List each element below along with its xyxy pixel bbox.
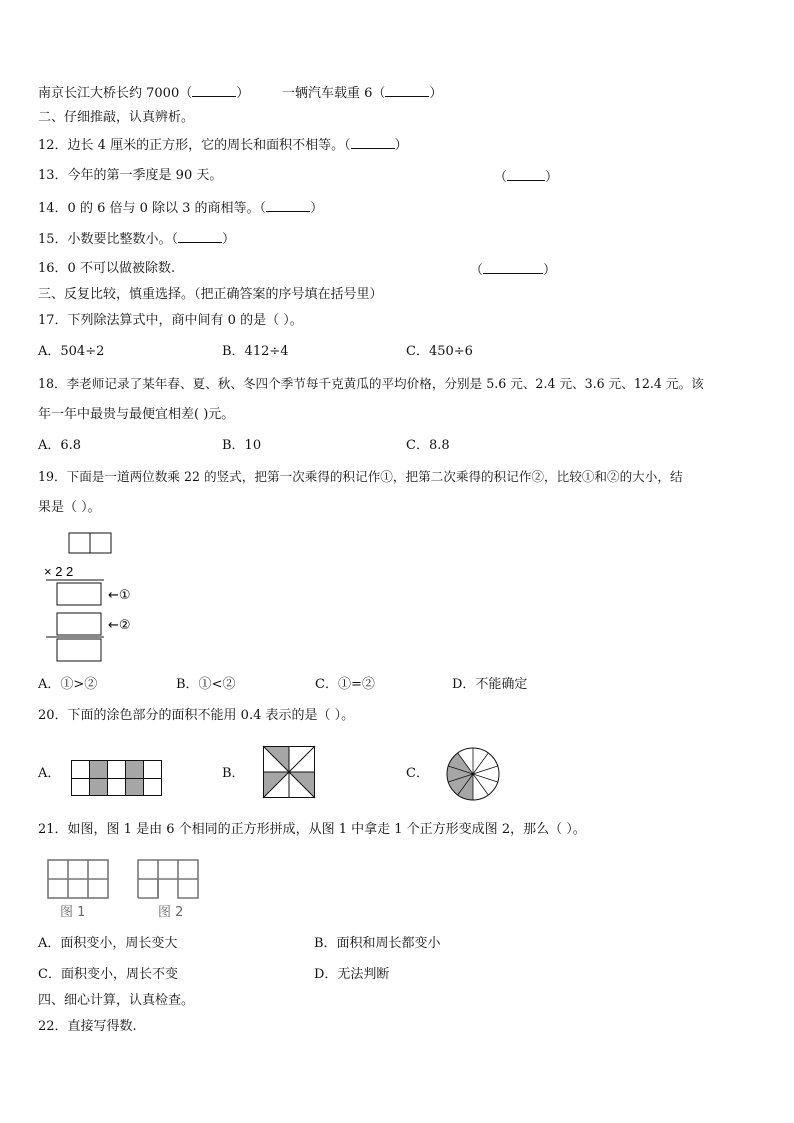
question-20: 20．下面的涂色部分的面积不能用 0.4 表示的是（ ）。 xyxy=(38,708,355,723)
grid-shading-figure xyxy=(71,760,163,798)
arrow-label-2: ←② xyxy=(108,618,131,633)
sector-divider xyxy=(473,774,498,782)
figure-1-label: 图 1 xyxy=(60,905,86,920)
question-16: 16．0 不可以做被除数. xyxy=(38,261,176,276)
sector-divider xyxy=(473,753,488,774)
partial-product-2-box xyxy=(57,613,101,635)
digit-box-ones xyxy=(90,533,111,553)
question-16-answer: （ ） xyxy=(470,263,557,278)
question-22: 22．直接写得数. xyxy=(38,1019,137,1034)
fill-in-line-bridge: 南京长江大桥长约 7000（ ） xyxy=(38,86,250,101)
section-heading-2: 二、仔细推敲，认真辨析。 xyxy=(38,110,195,125)
arrow-label-1: ←① xyxy=(108,588,131,603)
option-19-c[interactable]: C．①=② xyxy=(315,677,375,692)
sector-divider xyxy=(473,774,488,795)
multiplier-row: × 2 2 xyxy=(44,564,74,579)
option-18-b[interactable]: B．10 xyxy=(222,438,262,453)
question-14: 14．0 的 6 倍与 0 除以 3 的商相等。（ ） xyxy=(38,201,324,216)
question-19-line-2: 果是（ ）。 xyxy=(38,500,101,515)
question-13: 13．今年的第一季度是 90 天。 xyxy=(38,168,223,183)
figure-1-six-squares xyxy=(44,850,114,922)
question-12: 12．边长 4 厘米的正方形，它的周长和面积不相等。（ ） xyxy=(38,138,408,153)
option-19-d[interactable]: D．不能确定 xyxy=(452,677,528,692)
answer-blank[interactable] xyxy=(178,230,222,243)
option-18-c[interactable]: C．8.8 xyxy=(406,438,450,453)
square-shading-figure xyxy=(263,746,317,800)
question-13-answer: （ ） xyxy=(494,170,559,185)
question-21: 21．如图，图 1 是由 6 个相同的正方形拼成，从图 1 中拿走 1 个正方形变成图 2，那么（ ）。 xyxy=(38,822,586,837)
question-17: 17．下列除法算式中，商中间有 0 的是（ ）。 xyxy=(38,313,303,328)
option-21-b[interactable]: B．面积和周长都变小 xyxy=(314,936,441,951)
figure-2-label: 图 2 xyxy=(158,905,184,920)
answer-blank[interactable] xyxy=(192,84,236,97)
option-20-a[interactable]: A． xyxy=(38,766,61,781)
partial-product-1-box xyxy=(57,583,101,605)
question-18-line-1: 18．李老师记录了某年春、夏、秋、冬四个季节每千克黄瓜的平均价格，分别是 5.6 元、2.4 元、3.6 元、12.4 元。该 xyxy=(38,376,704,391)
option-17-c[interactable]: C．450÷6 xyxy=(406,344,473,359)
option-21-c[interactable]: C．面积变小，周长不变 xyxy=(38,967,178,982)
figure-2-five-squares xyxy=(134,850,204,922)
digit-box-tens xyxy=(69,533,90,553)
question-18-line-2: 年一年中最贵与最便宜相差( )元。 xyxy=(38,407,235,422)
option-20-c[interactable]: C． xyxy=(406,766,429,781)
option-21-a[interactable]: A．面积变小，周长变大 xyxy=(38,936,178,951)
answer-blank[interactable] xyxy=(266,199,310,212)
final-product-box xyxy=(57,639,101,661)
option-17-b[interactable]: B．412÷4 xyxy=(222,344,289,359)
question-15: 15．小数要比整数小。（ ） xyxy=(38,232,236,247)
answer-blank[interactable] xyxy=(483,261,543,274)
answer-blank[interactable] xyxy=(351,136,395,149)
option-19-b[interactable]: B．①<② xyxy=(176,677,236,692)
circle-shading-figure xyxy=(446,747,502,803)
option-18-a[interactable]: A．6.8 xyxy=(38,438,82,453)
section-heading-4: 四、细心计算，认真检查。 xyxy=(38,993,195,1008)
option-20-b[interactable]: B． xyxy=(222,766,245,781)
section-heading-3: 三、反复比较，慎重选择。（把正确答案的序号填在括号里） xyxy=(38,287,383,302)
answer-blank[interactable] xyxy=(507,168,545,181)
fill-in-line-truck: 一辆汽车载重 6（ ） xyxy=(282,86,443,101)
answer-blank[interactable] xyxy=(385,84,429,97)
option-21-d[interactable]: D．无法判断 xyxy=(314,967,390,982)
option-19-a[interactable]: A．①>② xyxy=(38,677,98,692)
vertical-multiplication-figure xyxy=(40,528,170,668)
option-17-a[interactable]: A．504÷2 xyxy=(38,344,105,359)
sector-divider xyxy=(473,766,498,774)
question-19-line-1: 19．下面是一道两位数乘 22 的竖式，把第一次乘得的积记作①，把第二次乘得的积记作②，比较①和②的大小，结 xyxy=(38,469,683,484)
